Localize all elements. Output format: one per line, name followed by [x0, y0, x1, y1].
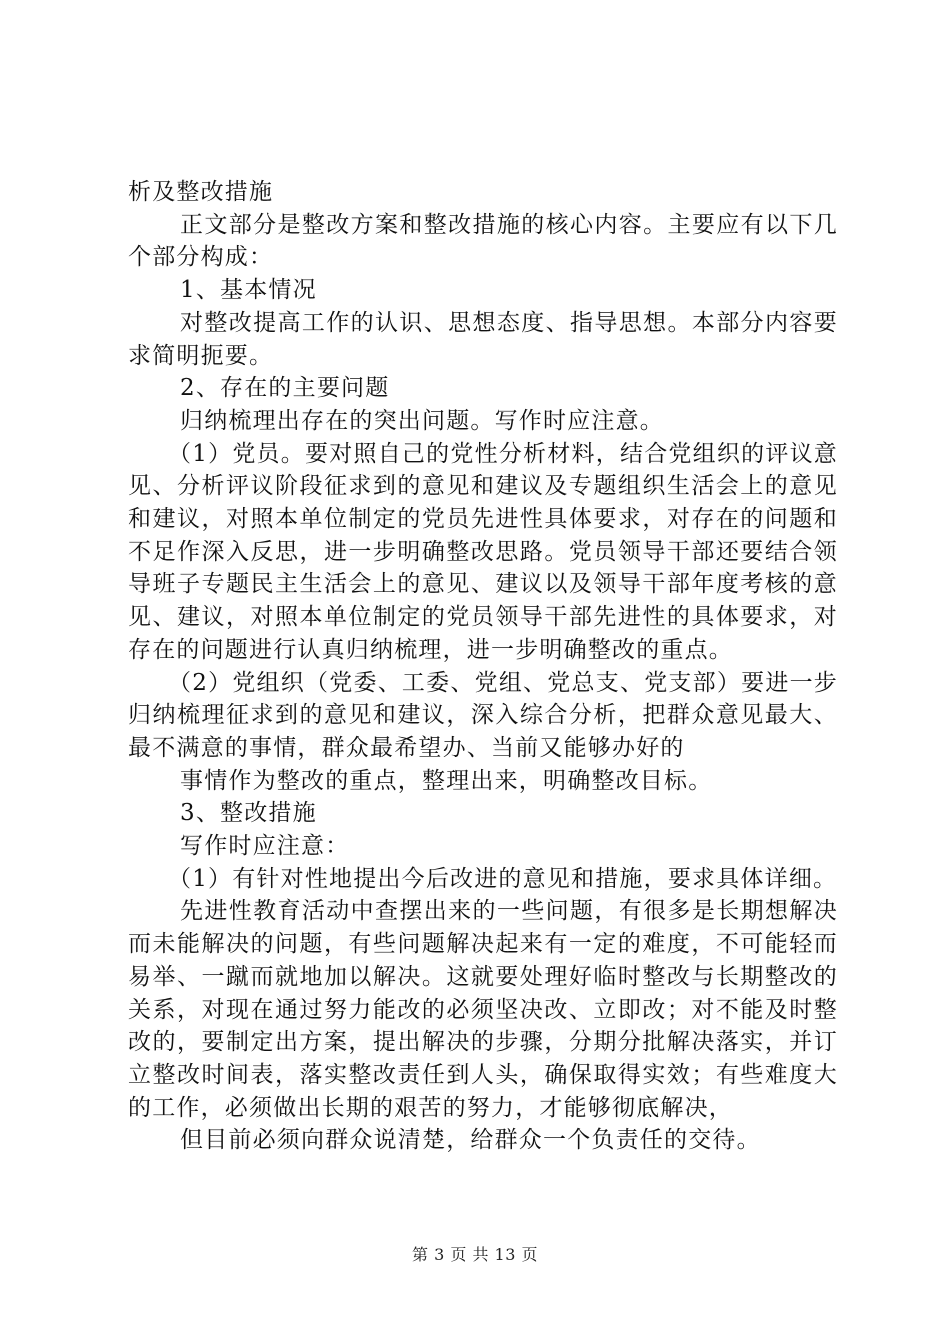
paragraph-explain-to-public: 但目前必须向群众说清楚，给群众一个负责任的交待。: [180, 1127, 761, 1154]
paragraph-main-problems: 归纳梳理出存在的突出问题。写作时应注意。: [180, 407, 664, 434]
section-heading-main-problems: 2、存在的主要问题: [180, 375, 390, 402]
paragraph-basic-situation: 对整改提高工作的认识、思想态度、指导思想。本部分内容要求简明扼要。: [128, 309, 838, 369]
paragraph-party-organization-continued: 事情作为整改的重点，整理出来，明确整改目标。: [180, 767, 713, 794]
section-heading-rectification-measures: 3、整改措施: [180, 800, 317, 827]
paragraph-party-organization: （2）党组织（党委、工委、党组、党总支、党支部）要进一步归纳梳理征求到的意见和建议，深入综合分析，把群众意见最大、最不满意的事情，群众最希望办、当前又能够办好的: [128, 669, 838, 761]
paragraph-targeted-measures: （1）有针对性地提出今后改进的意见和措施，要求具体详细。: [168, 865, 838, 892]
paragraph-party-members: （1）党员。要对照自己的党性分析材料，结合党组织的评议意见、分析评议阶段征求到的意见和建议及专题组织生活会上的意见和建议，对照本单位制定的党员先进性具体要求，对存在的问题和不足作深入反思，进一步明确整改思路。党员领导干部还要结合领导班子专题民主生活会上的意见、建议以及领导干部年度考核的意见、建议，对照本单位制定的党员领导干部先进性的具体要求，对存在的问题进行认真归纳梳理，进一步明确整改的重点。: [128, 440, 838, 663]
section-heading-basic-situation: 1、基本情况: [180, 277, 317, 304]
paragraph-writing-notes: 写作时应注意：: [180, 833, 350, 860]
document-body: [128, 176, 838, 1157]
paragraph-body-intro: 正文部分是整改方案和整改措施的核心内容。主要应有以下几个部分构成：: [128, 211, 838, 271]
paragraph-long-term-rectification: 先进性教育活动中查摆出来的一些问题，有很多是长期想解决而未能解决的问题，有些问题解决起来有一定的难度，不可能轻而易举、一蹴而就地加以解决。这就要处理好临时整改与长期整改的关系，对现在通过努力能改的必须坚决改、立即改；对不能及时整改的，要制定出方案，提出解决的步骤，分期分批解决落实，并订立整改时间表，落实整改责任到人头，确保取得实效；有些难度大的工作，必须做出长期的艰苦的努力，才能够彻底解决，: [128, 898, 838, 1121]
paragraph-heading-continuation: 析及整改措施: [128, 179, 274, 205]
page-number-footer: 第 3 页 共 13 页: [412, 1245, 538, 1264]
